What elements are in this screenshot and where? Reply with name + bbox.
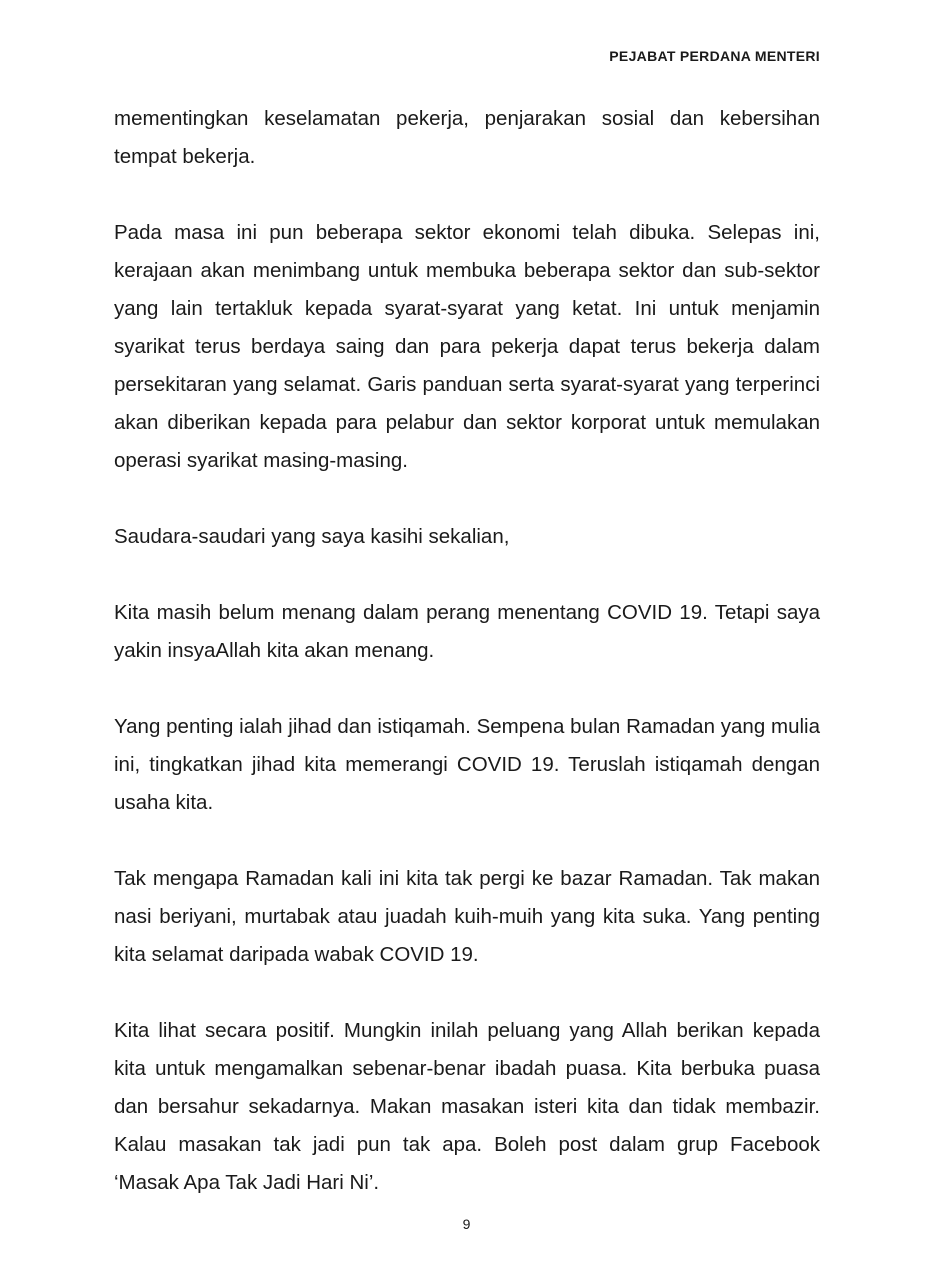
page-number: 9 [462,1216,471,1232]
office-header: PEJABAT PERDANA MENTERI [609,48,820,64]
paragraph-4: Kita masih belum menang dalam perang menentang COVID 19. Tetapi saya yakin insyaAllah kita akan menang. [114,601,820,662]
body-text [114,100,820,1202]
paragraph-6: Tak mengapa Ramadan kali ini kita tak pergi ke bazar Ramadan. Tak makan nasi beriyani, murtabak atau juadah kuih-muih yang kita suka. Yang penting kita selamat daripada wabak COVID 19. [114,867,820,966]
paragraph-2: Pada masa ini pun beberapa sektor ekonomi telah dibuka. Selepas ini, kerajaan akan menimbang untuk membuka beberapa sektor dan sub-sektor yang lain tertakluk kepada syarat-syarat yang ketat. Ini untuk menjamin syarikat terus berdaya saing dan para pekerja dapat terus bekerja dalam persekitaran yang selamat. Garis panduan serta syarat-syarat yang terperinci akan diberikan kepada para pelabur dan sektor korporat untuk memulakan operasi syarikat masing-masing. [114,221,820,472]
paragraph-3: Saudara-saudari yang saya kasihi sekalian, [114,525,510,548]
paragraph-1: mementingkan keselamatan pekerja, penjarakan sosial dan kebersihan tempat bekerja. [114,107,820,168]
paragraph-7: Kita lihat secara positif. Mungkin inilah peluang yang Allah berikan kepada kita untuk mengamalkan sebenar-benar ibadah puasa. Kita berbuka puasa dan bersahur sekadarnya. Makan masakan isteri kita dan tidak membazir. Kalau masakan tak jadi pun tak apa. Boleh post dalam grup Facebook ‘Masak Apa Tak Jadi Hari Ni’. [114,1019,820,1194]
paragraph-5: Yang penting ialah jihad dan istiqamah. Sempena bulan Ramadan yang mulia ini, tingkatkan jihad kita memerangi COVID 19. Teruslah istiqamah dengan usaha kita. [114,715,820,814]
